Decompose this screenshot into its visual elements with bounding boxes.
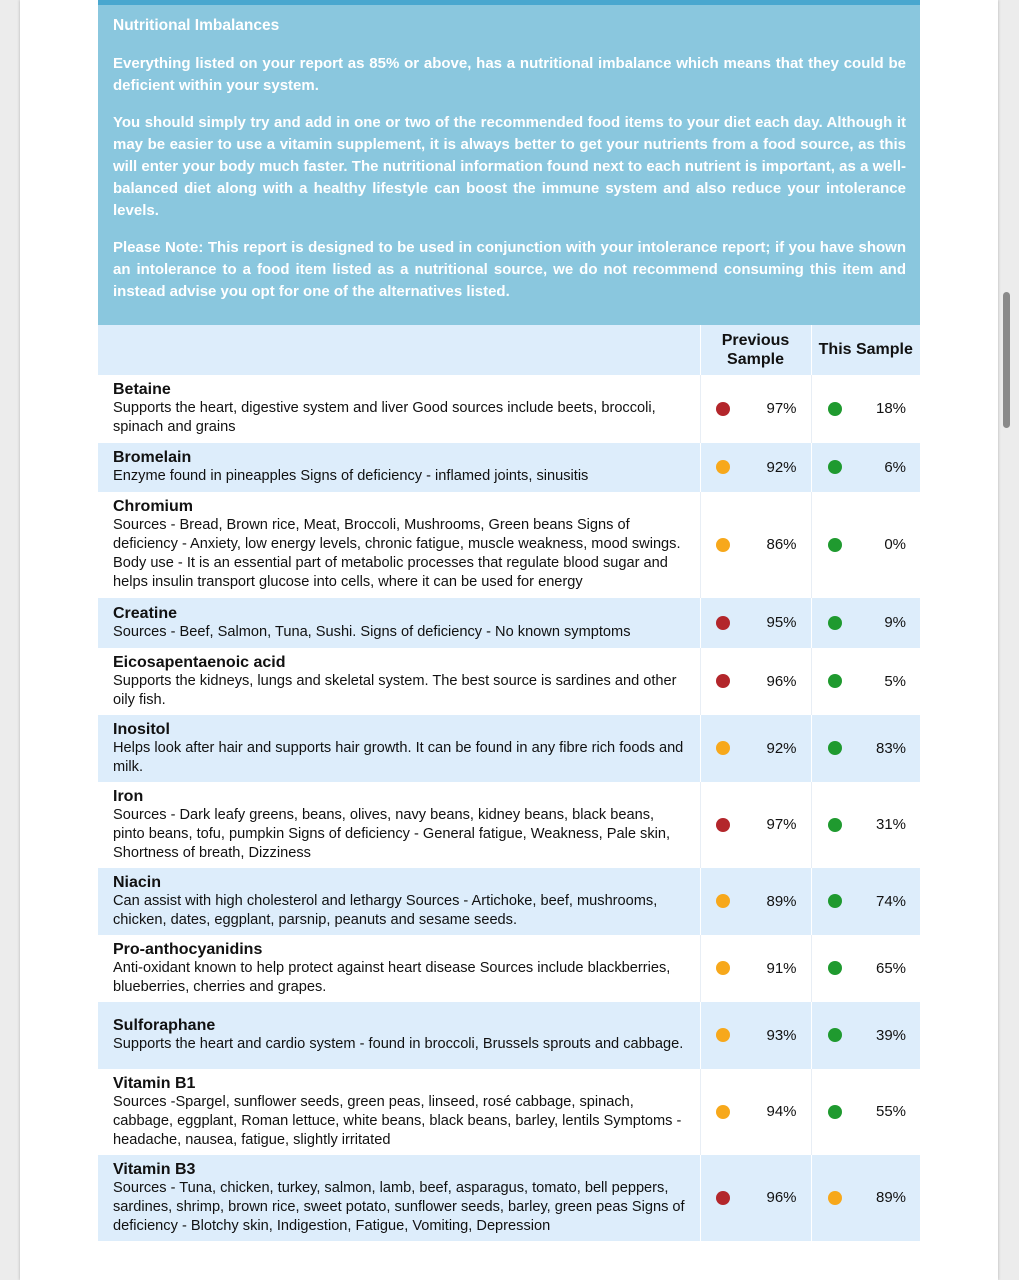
- nutrient-cell: [98, 715, 700, 782]
- nutrient-name: Vitamin B3: [113, 1160, 196, 1178]
- previous-status-dot: [716, 818, 730, 832]
- previous-status-cell: [700, 782, 745, 868]
- current-status-cell: [811, 492, 858, 598]
- nutrient-name: Chromium: [113, 498, 193, 516]
- previous-status-cell: [700, 1002, 745, 1069]
- info-paragraph: You should simply try and add in one or two of the recommended food items to your diet each day. Although it may be easier to use a vitamin supplement, it is always better to get your nutrients from a food source, as this will enter your body much faster. The nutritional information found next to each nutrient is important, as a well-balanced diet along with a healthy lifestyle can boost the immune system and also reduce your intolerance levels.: [113, 114, 906, 219]
- current-status-cell: [811, 935, 858, 1002]
- nutrient-rows: [98, 375, 920, 1241]
- previous-percentage: 86%: [745, 492, 811, 598]
- current-status-dot: [828, 894, 842, 908]
- nutrient-name: Sulforaphane: [113, 1017, 216, 1035]
- previous-status-dot: [716, 460, 730, 474]
- report-content: [98, 0, 920, 1241]
- nutrient-name: Inositol: [113, 720, 170, 738]
- previous-status-dot: [716, 402, 730, 416]
- table-row: [98, 935, 920, 1002]
- nutrient-description: Sources - Dark leafy greens, beans, olives, navy beans, kidney beans, black beans, pinto beans, tofu, pumpkin Signs of deficiency - General fatigue, Weakness, Pale skin, Shortness of breath, Dizziness: [113, 806, 671, 861]
- table-row: [98, 715, 920, 782]
- table-row: [98, 1002, 920, 1069]
- previous-status-cell: [700, 375, 745, 443]
- header-nutrient: [98, 325, 700, 375]
- current-percentage: 0%: [884, 536, 907, 554]
- nutrient-description: Helps look after hair and supports hair growth. It can be found in any fibre rich foods and milk.: [113, 739, 684, 775]
- previous-percentage: 93%: [745, 1002, 811, 1069]
- nutrient-name: Betaine: [113, 381, 171, 399]
- table-row: [98, 598, 920, 648]
- info-paragraph: Everything listed on your report as 85% or above, has a nutritional imbalance which means that they could be deficient within your system.: [113, 54, 906, 94]
- current-percentage: 65%: [875, 959, 907, 977]
- nutrient-cell: [98, 375, 700, 443]
- table-row: [98, 648, 920, 715]
- previous-status-cell: [700, 935, 745, 1002]
- current-status-dot: [828, 1028, 842, 1042]
- table-row: [98, 1155, 920, 1241]
- previous-status-dot: [716, 741, 730, 755]
- previous-status-dot: [716, 894, 730, 908]
- previous-status-dot: [716, 674, 730, 688]
- current-status-dot: [828, 818, 842, 832]
- nutrient-cell: [98, 598, 700, 648]
- previous-status-cell: [700, 492, 745, 598]
- nutrient-description: Can assist with high cholesterol and lethargy Sources - Artichoke, beef, mushrooms, chicken, dates, eggplant, parsnip, peanuts and sesame seeds.: [113, 892, 658, 928]
- table-row: [98, 1069, 920, 1155]
- current-status-dot: [828, 1191, 842, 1205]
- previous-percentage: 89%: [745, 868, 811, 935]
- table-row: [98, 492, 920, 598]
- table-row: [98, 375, 920, 443]
- previous-percentage: 92%: [745, 443, 811, 492]
- nutrient-name: Vitamin B1: [113, 1074, 196, 1092]
- previous-status-cell: [700, 598, 745, 648]
- previous-status-dot: [716, 538, 730, 552]
- previous-percentage: 92%: [745, 715, 811, 782]
- nutrient-description: Sources - Beef, Salmon, Tuna, Sushi. Signs of deficiency - No known symptoms: [113, 623, 631, 640]
- nutrient-name: Pro-anthocyanidins: [113, 940, 263, 958]
- current-percentage: 89%: [875, 1189, 907, 1207]
- table-header-row: [98, 325, 920, 375]
- current-status-dot: [828, 616, 842, 630]
- nutrient-cell: [98, 492, 700, 598]
- table-row: [98, 782, 920, 868]
- current-percentage: 83%: [875, 739, 907, 757]
- current-status-cell: [811, 782, 858, 868]
- previous-status-dot: [716, 961, 730, 975]
- current-status-dot: [828, 741, 842, 755]
- nutrient-cell: [98, 443, 700, 492]
- current-percentage: 31%: [875, 816, 907, 834]
- table-row: [98, 868, 920, 935]
- nutrient-cell: [98, 1155, 700, 1241]
- current-status-cell: [811, 443, 858, 492]
- info-title: Nutritional Imbalances: [113, 17, 280, 34]
- previous-percentage: 91%: [745, 935, 811, 1002]
- nutrient-cell: [98, 648, 700, 715]
- current-status-dot: [828, 538, 842, 552]
- previous-status-cell: [700, 1069, 745, 1155]
- nutrient-cell: [98, 782, 700, 868]
- previous-status-cell: [700, 868, 745, 935]
- current-status-cell: [811, 868, 858, 935]
- previous-status-cell: [700, 443, 745, 492]
- previous-status-cell: [700, 648, 745, 715]
- current-status-dot: [828, 1105, 842, 1119]
- current-percentage: 5%: [884, 672, 907, 690]
- nutrient-description: Sources -Spargel, sunflower seeds, green peas, linseed, rosé cabbage, spinach, cabbage, eggplant, Roman lettuce, white beans, black beans, barley, lentils Symptoms - headache, nausea, fatigue, slightly irritated: [113, 1093, 682, 1148]
- scrollbar-thumb[interactable]: [1003, 292, 1010, 428]
- nutrient-cell: [98, 935, 700, 1002]
- previous-status-dot: [716, 1028, 730, 1042]
- nutrient-cell: [98, 1069, 700, 1155]
- current-percentage: 74%: [875, 892, 907, 910]
- nutrient-name: Bromelain: [113, 449, 192, 467]
- previous-status-cell: [700, 715, 745, 782]
- header-previous-sample: Previous Sample: [700, 325, 811, 375]
- info-paragraph: Please Note: This report is designed to be used in conjunction with your intolerance report; if you have shown an intolerance to a food item listed as a nutritional source, we do not recommend consuming this item and instead advise you opt for one of the alternatives listed.: [113, 239, 906, 300]
- nutrient-description: Anti-oxidant known to help protect against heart disease Sources include blackberries, blueberries, cherries and grapes.: [113, 959, 671, 995]
- previous-percentage: 96%: [745, 648, 811, 715]
- current-percentage: 55%: [875, 1103, 907, 1121]
- current-status-dot: [828, 460, 842, 474]
- nutrient-description: Supports the heart, digestive system and liver Good sources include beets, broccoli, spinach and grains: [113, 400, 656, 436]
- nutrient-table: [98, 325, 920, 1241]
- header-this-sample: This Sample: [818, 341, 913, 359]
- previous-status-dot: [716, 616, 730, 630]
- nutrient-description: Supports the heart and cardio system - found in broccoli, Brussels sprouts and cabbage.: [113, 1036, 684, 1053]
- previous-status-dot: [716, 1105, 730, 1119]
- nutrient-name: Eicosapentaenoic acid: [113, 653, 286, 671]
- current-percentage: 39%: [875, 1026, 907, 1044]
- current-status-cell: [811, 1069, 858, 1155]
- current-status-cell: [811, 375, 858, 443]
- previous-percentage: 97%: [745, 375, 811, 443]
- previous-percentage: 94%: [745, 1069, 811, 1155]
- current-percentage: 9%: [884, 614, 907, 632]
- nutrient-description: Enzyme found in pineapples Signs of deficiency - inflamed joints, sinusitis: [113, 468, 589, 485]
- current-status-cell: [811, 715, 858, 782]
- previous-percentage: 95%: [745, 598, 811, 648]
- previous-percentage: 97%: [745, 782, 811, 868]
- nutrient-description: Sources - Tuna, chicken, turkey, salmon, lamb, beef, asparagus, tomato, bell peppers, sardines, shrimp, brown rice, sweet potato, sunflower seeds, barley, green peas Signs of deficiency - Blotchy skin, Indigestion, Fatigue, Vomiting, Depression: [113, 1179, 685, 1234]
- previous-percentage: 96%: [745, 1155, 811, 1241]
- nutrient-description: Sources - Bread, Brown rice, Meat, Broccoli, Mushrooms, Green beans Signs of deficiency - Anxiety, low energy levels, chronic fatigue, muscle weakness, mood swings. Body use - It is an essential part of metabolic processes that regulate blood sugar and helps insulin transport glucose into cells, where it can be used for energy: [113, 517, 681, 591]
- nutrient-name: Niacin: [113, 873, 162, 891]
- current-status-cell: [811, 1155, 858, 1241]
- current-percentage: 6%: [884, 458, 907, 476]
- nutrient-cell: [98, 868, 700, 935]
- current-status-dot: [828, 402, 842, 416]
- nutrient-cell: [98, 1002, 700, 1069]
- nutritional-imbalances-info: [98, 0, 920, 325]
- current-percentage: 18%: [875, 400, 907, 418]
- table-row: [98, 443, 920, 492]
- current-status-dot: [828, 674, 842, 688]
- nutrient-name: Iron: [113, 787, 144, 805]
- nutrient-name: Creatine: [113, 604, 178, 622]
- current-status-cell: [811, 648, 858, 715]
- current-status-cell: [811, 1002, 858, 1069]
- previous-status-cell: [700, 1155, 745, 1241]
- current-status-cell: [811, 598, 858, 648]
- current-status-dot: [828, 961, 842, 975]
- previous-status-dot: [716, 1191, 730, 1205]
- nutrient-description: Supports the kidneys, lungs and skeletal system. The best source is sardines and other oily fish.: [113, 672, 677, 708]
